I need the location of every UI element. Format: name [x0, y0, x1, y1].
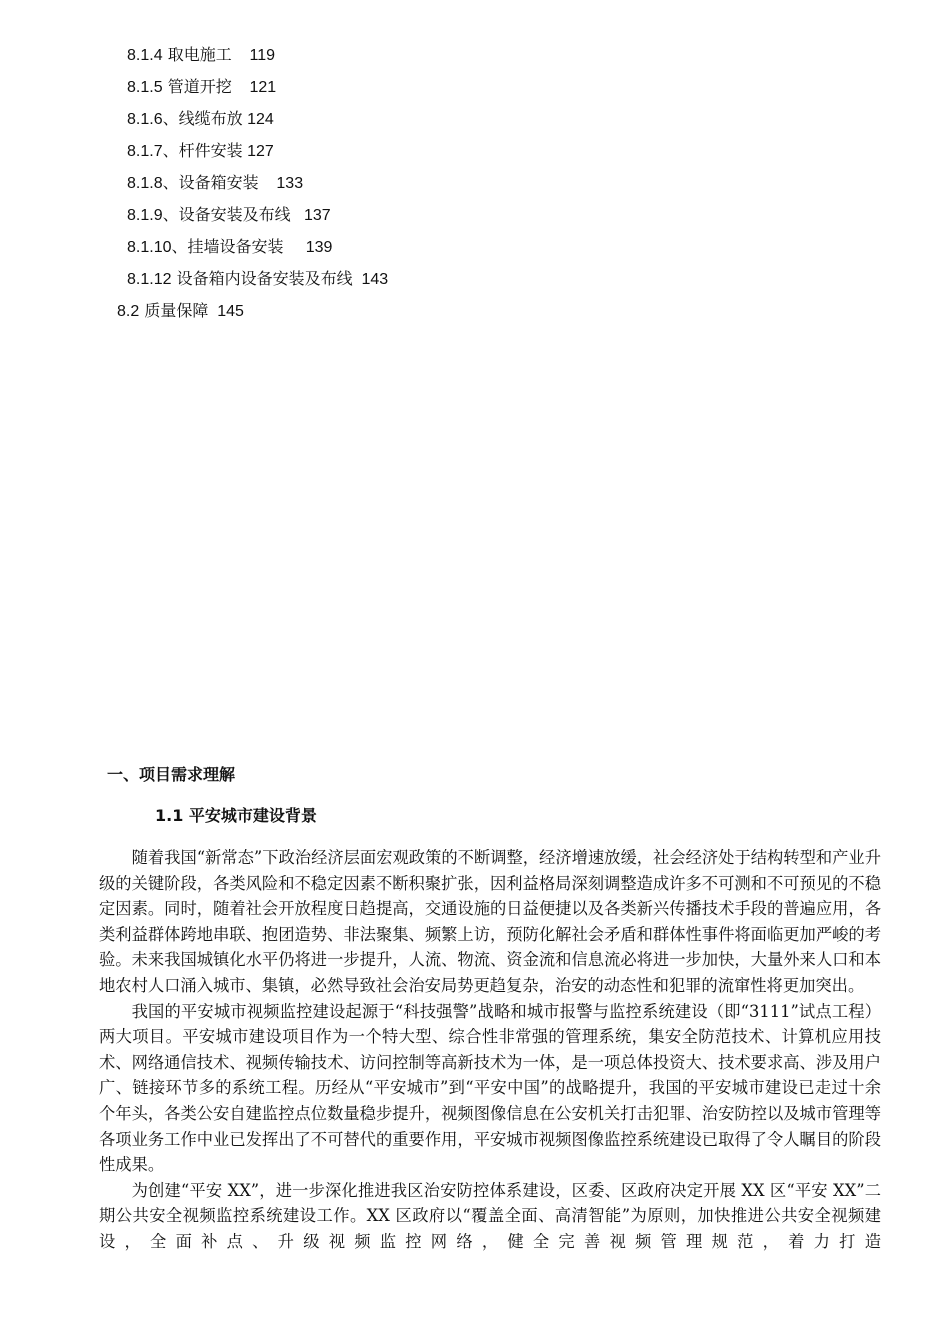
- toc-entry[interactable]: 8.1.10、挂墙设备安装 139: [127, 237, 333, 256]
- toc-entry[interactable]: 8.1.12 设备箱内设备安装及布线 143: [127, 269, 389, 288]
- paragraph: 我国的平安城市视频监控建设起源于“科技强警”战略和城市报警与监控系统建设（即“3111”试点工程）两大项目。平安城市建设项目作为一个特大型、综合性非常强的管理系统，集安全防范技术、计算机应用技术、网络通信技术、视频传输技术、访问控制等高新技术为一体，是一项总体投资大、技术要求高、涉及用户广、链接环节多的系统工程。历经从“平安城市”到“平安中国”的战略提升，我国的平安城市建设已走过十余个年头，各类公安自建监控点位数量稳步提升，视频图像信息在公安机关打击犯罪、治安防控以及城市管理等各项业务工作中业已发挥出了不可替代的重要作用，平安城市视频图像监控系统建设已取得了令人瞩目的阶段性成果。: [99, 1001, 881, 1175]
- subsection-heading: 1.1 平安城市建设背景: [155, 806, 317, 825]
- toc-entry[interactable]: 8.1.7、杆件安装 127: [127, 141, 274, 160]
- toc-entry[interactable]: 8.1.5 管道开挖 121: [127, 77, 277, 96]
- toc-entry[interactable]: 8.1.4 取电施工 119: [127, 45, 275, 64]
- toc-entry[interactable]: 8.1.9、设备安装及布线 137: [127, 205, 331, 224]
- toc-entry[interactable]: 8.1.6、线缆布放 124: [127, 109, 274, 128]
- paragraph: 为创建“平安 XX”，进一步深化推进我区治安防控体系建设，区委、区政府决定开展 XX 区“平安 XX”二期公共安全视频监控系统建设工作。XX 区政府以“覆盖全面、高清智能”为原则，加快推进公共安全视频建设，全面补点、升级视频监控网络，健全完善视频管理规范，着力打造: [99, 1180, 881, 1251]
- body-text: [99, 845, 881, 1255]
- toc-entry[interactable]: 8.1.8、设备箱安装 133: [127, 173, 304, 192]
- section-heading: 一、项目需求理解: [107, 765, 236, 784]
- paragraph: 随着我国“新常态”下政治经济层面宏观政策的不断调整，经济增速放缓，社会经济处于结构转型和产业升级的关键阶段，各类风险和不稳定因素不断积聚扩张，因利益格局深刻调整造成许多不可测和不可预见的不稳定因素。同时，随着社会开放程度日趋提高，交通设施的日益便捷以及各类新兴传播技术手段的普遍应用，各类利益群体跨地串联、抱团造势、非法聚集、频繁上访，预防化解社会矛盾和群体性事件将面临更加严峻的考验。未来我国城镇化水平仍将进一步提升，人流、物流、资金流和信息流必将进一步加快，大量外来人口和本地农村人口涌入城市、集镇，必然导致社会治安局势更趋复杂，治安的动态性和犯罪的流窜性将更加突出。: [99, 848, 881, 995]
- toc-entry[interactable]: 8.2 质量保障 145: [117, 301, 244, 320]
